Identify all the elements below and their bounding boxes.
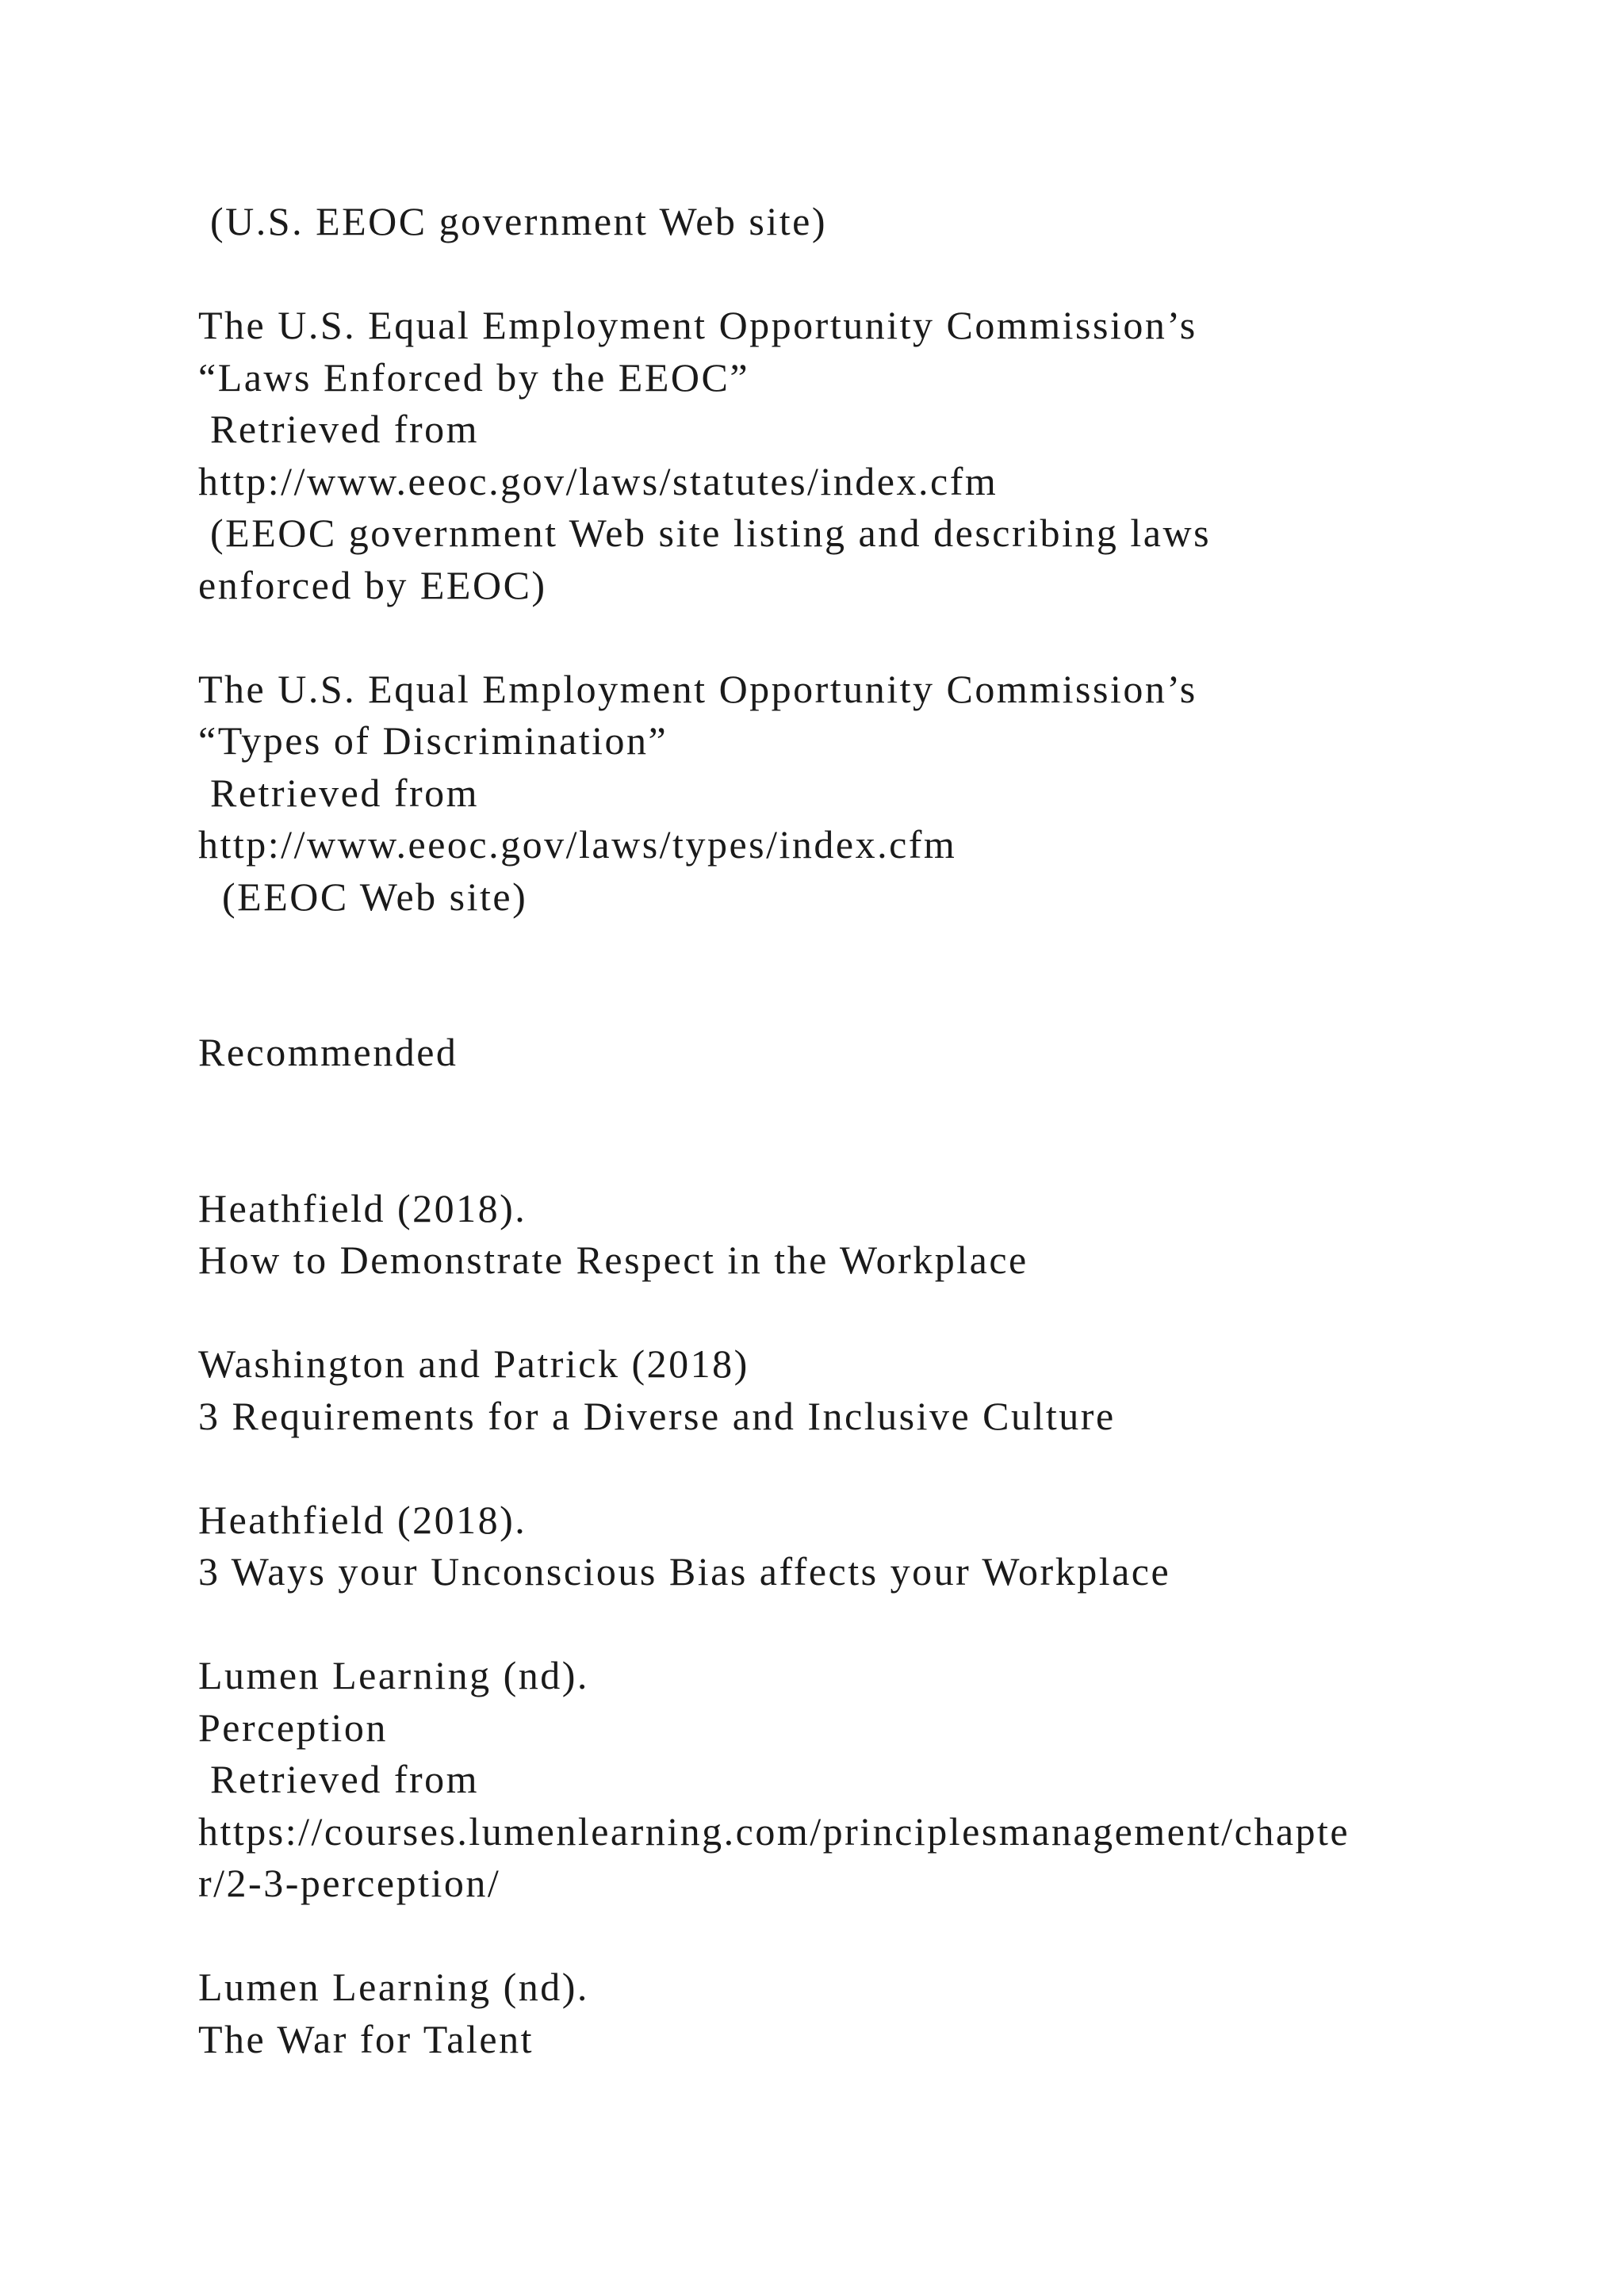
- blank-line: [198, 1910, 1562, 1962]
- text-line: (EEOC Web site): [198, 874, 528, 919]
- text-line: “Types of Discrimination”: [198, 718, 668, 763]
- text-line: Lumen Learning (nd).: [198, 1653, 589, 1697]
- blank-line: [198, 248, 1562, 300]
- blank-line: [198, 1442, 1562, 1494]
- text-line: Retrieved from: [198, 1757, 480, 1801]
- url-line: https://courses.lumenlearning.com/principlesmanagement/chapte: [198, 1808, 1350, 1854]
- text-line: The War for Talent: [198, 2016, 534, 2061]
- text-line: Heathfield (2018).: [198, 1185, 527, 1230]
- url-line: http://www.eeoc.gov/laws/statutes/index.cfm: [198, 458, 998, 503]
- url-line: r/2-3-perception/: [198, 1861, 501, 1905]
- text-line: 3 Requirements for a Diverse and Inclusive Culture: [198, 1393, 1116, 1438]
- text-line: The U.S. Equal Employment Opportunity Commission’s: [198, 303, 1197, 347]
- text-line: Lumen Learning (nd).: [198, 1965, 589, 2009]
- text-line: Washington and Patrick (2018): [198, 1341, 749, 1386]
- section-heading: Recommended: [198, 1030, 458, 1074]
- text-line: Perception: [198, 1705, 388, 1750]
- blank-line: [198, 1287, 1562, 1339]
- text-line: enforced by EEOC): [198, 562, 547, 607]
- url-line: http://www.eeoc.gov/laws/types/index.cfm: [198, 822, 957, 867]
- text-line: (U.S. EEOC government Web site): [198, 199, 827, 243]
- text-line: “Laws Enforced by the EEOC”: [198, 354, 750, 400]
- blank-line: [198, 1598, 1562, 1651]
- text-line: The U.S. Equal Employment Opportunity Commission’s: [198, 666, 1197, 711]
- blank-line: [198, 923, 1562, 1027]
- document-page: [198, 196, 1562, 2065]
- text-line: 3 Ways your Unconscious Bias affects your Workplace: [198, 1549, 1171, 1594]
- text-line: Heathfield (2018).: [198, 1497, 527, 1542]
- blank-line: [198, 1079, 1562, 1183]
- blank-line: [198, 611, 1562, 664]
- text-line: (EEOC government Web site listing and describing laws: [198, 511, 1212, 555]
- text-line: How to Demonstrate Respect in the Workplace: [198, 1238, 1028, 1282]
- text-line: Retrieved from: [198, 407, 480, 451]
- text-line: Retrieved from: [198, 770, 480, 815]
